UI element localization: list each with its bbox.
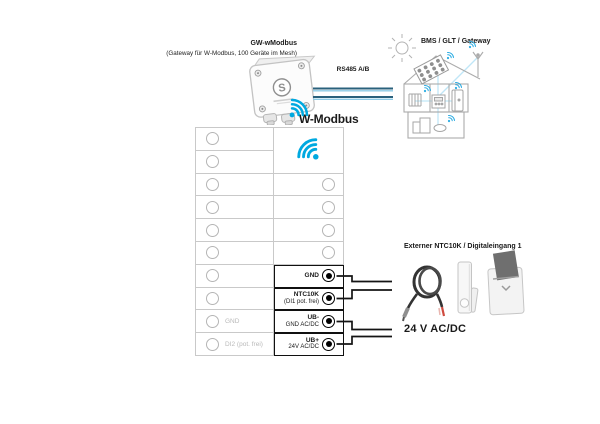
terminal-cell-ub-plus: [274, 333, 344, 356]
external-sensors-image: [395, 250, 535, 325]
terminal-circle: [206, 315, 219, 328]
terminal-circle: [206, 132, 219, 145]
wifi-icon: [286, 128, 331, 173]
bms-label: BMS / GLT / Gateway: [421, 38, 491, 45]
terminal-cell-ub-minus: [274, 310, 344, 333]
power-label: 24 V AC/DC: [404, 323, 467, 335]
temperature-probe-image: [403, 267, 444, 321]
keycard-switch-image: [488, 250, 524, 315]
wmodbus-radio-cell: [274, 128, 344, 174]
terminal-circle: [206, 201, 219, 214]
wired-terminal-icon: [322, 269, 335, 282]
terminal-block-table: [195, 127, 344, 356]
terminal-row-left: [196, 174, 274, 197]
antenna-icon: [473, 52, 483, 77]
terminal-row-left: [196, 288, 274, 311]
terminal-row-left: [196, 196, 274, 219]
terminal-circle: [206, 292, 219, 305]
terminal-row-left-di2: [196, 333, 274, 356]
cabinet-icon: [452, 90, 463, 111]
terminal-row-left: [196, 265, 274, 288]
wired-terminal-icon: [322, 338, 335, 351]
terminal-circle: [206, 269, 219, 282]
terminal-subname: GND AC/DC: [285, 321, 319, 328]
terminal-circle: [322, 201, 335, 214]
external-input-label: Externer NTC10K / Digitaleingang 1: [404, 243, 522, 250]
terminal-row-left: [196, 219, 274, 242]
terminal-name: GND: [304, 271, 319, 279]
wmodbus-label: W-Modbus: [299, 112, 359, 126]
boiler-icon: [413, 118, 446, 133]
radiator-icon: [409, 94, 421, 106]
terminal-circle: [322, 224, 335, 237]
terminal-circle: [206, 178, 219, 191]
terminal-circle: [206, 155, 219, 168]
building-illustration: [385, 32, 507, 147]
terminal-label-gnd: GND: [225, 317, 240, 325]
terminal-name: UB+: [305, 336, 319, 344]
gateway-title: GW-wModbus: [250, 40, 297, 47]
wired-terminal-icon: [322, 292, 335, 305]
wired-terminal-icon: [322, 315, 335, 328]
terminal-circle: [206, 338, 219, 351]
terminal-cell-gnd: [274, 265, 344, 288]
door-contact-image: [458, 262, 478, 313]
terminal-circle: [206, 224, 219, 237]
terminal-cell-ntc10k: [274, 288, 344, 311]
terminal-row-left: [196, 128, 274, 151]
terminal-name: UB-: [307, 313, 319, 321]
terminal-row-left: [196, 242, 274, 265]
terminal-name: NTC10K: [293, 290, 319, 298]
control-panel-icon: [432, 95, 445, 108]
terminal-row-right: [274, 219, 344, 242]
terminal-wires: [337, 276, 393, 344]
rs485-label: RS485 A/B: [336, 66, 370, 73]
terminal-row-right: [274, 174, 344, 197]
terminal-circle: [322, 246, 335, 259]
terminal-row-left: [196, 151, 274, 174]
gateway-subtitle: (Gateway für W-Modbus, 100 Geräte im Mesh): [166, 50, 297, 58]
terminal-row-right: [274, 242, 344, 265]
svg-text:S: S: [277, 81, 287, 95]
terminal-row-right: [274, 196, 344, 219]
terminal-label-di2: DI2 (pot. frei): [225, 340, 263, 348]
terminal-subname: (DI1 pot. frei): [283, 298, 319, 305]
terminal-row-left-gnd: [196, 310, 274, 333]
terminal-circle: [206, 246, 219, 259]
terminal-circle: [322, 178, 335, 191]
solar-panel-icon: [414, 55, 448, 84]
terminal-subname: 24V AC/DC: [288, 344, 319, 351]
sun-icon: [388, 34, 416, 62]
